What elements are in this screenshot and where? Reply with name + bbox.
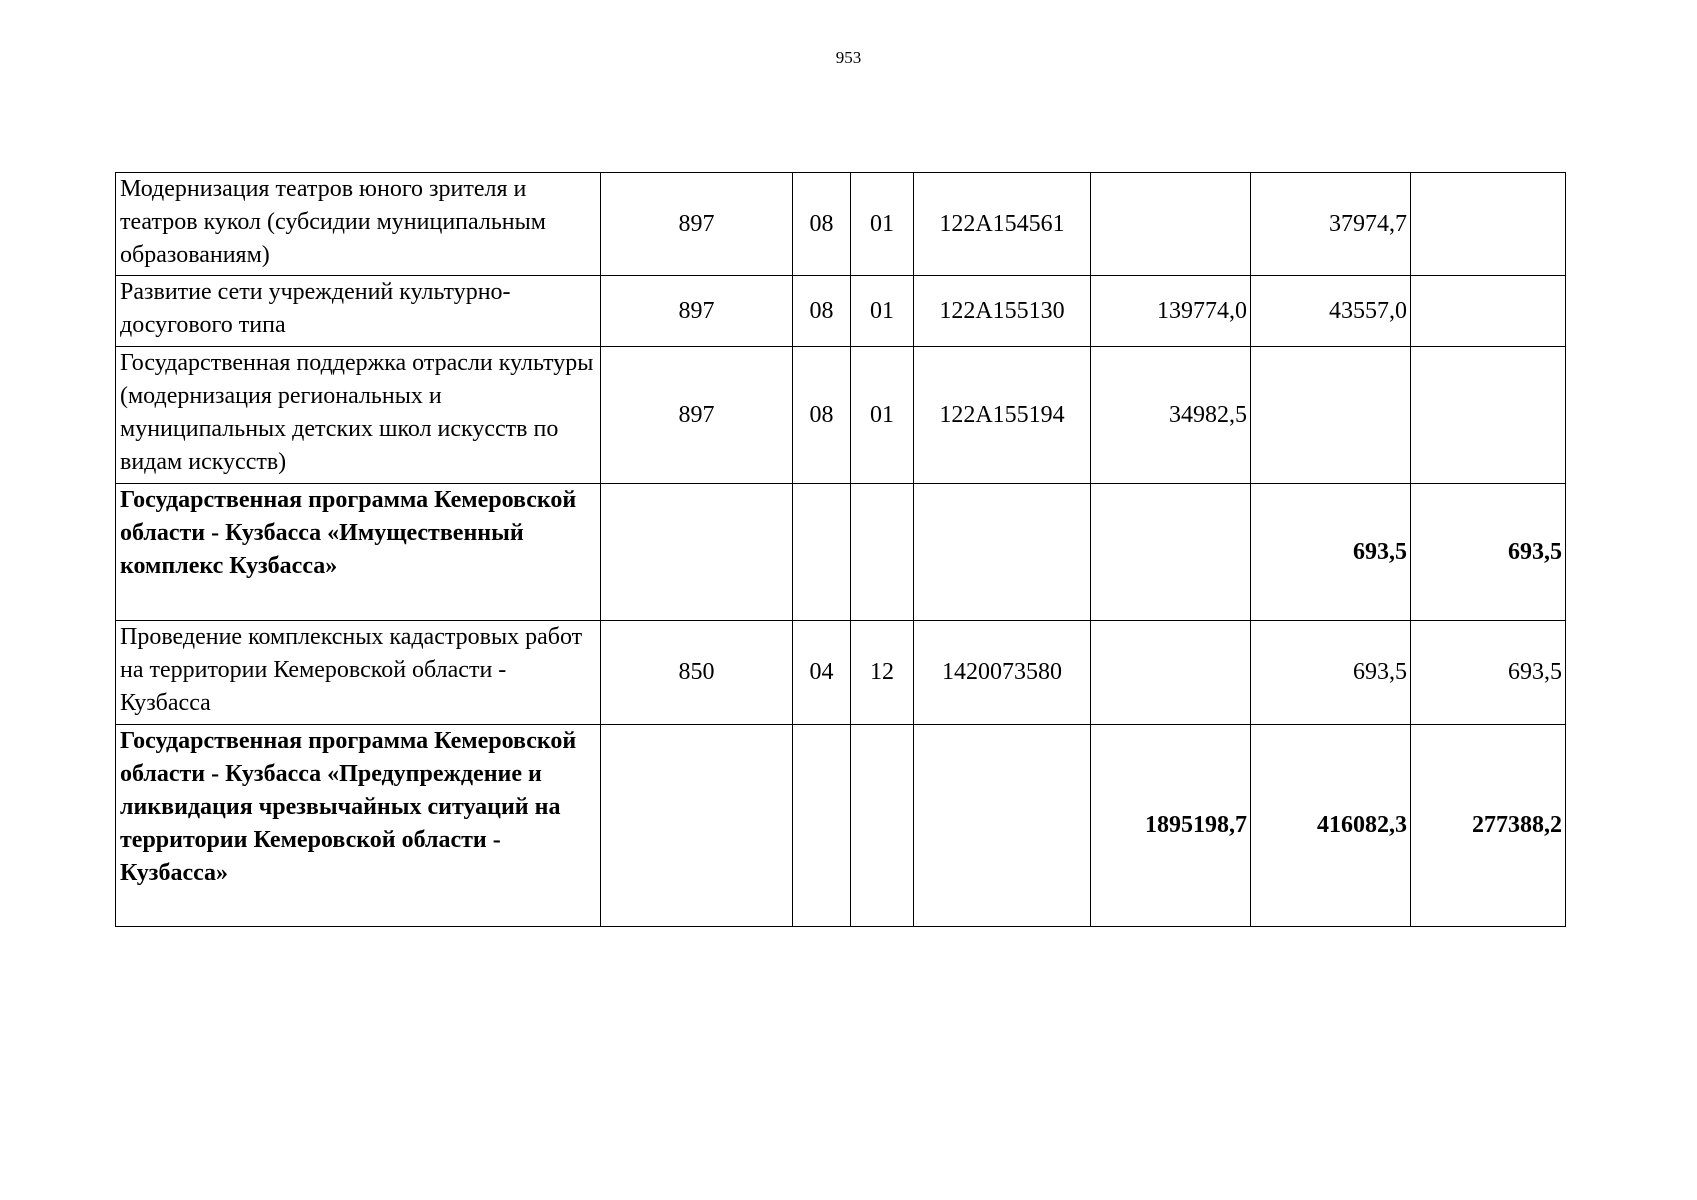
- ministry-code: [601, 725, 793, 927]
- amount-year-2: 693,5: [1251, 484, 1411, 621]
- table-row: [116, 276, 1566, 347]
- subsection-code: [851, 484, 914, 621]
- amount-year-3: 693,5: [1411, 484, 1566, 621]
- target-code: 122А154561: [914, 173, 1091, 276]
- row-name: Государственная программа Кемеровской области - Кузбасса «Имущественный комплекс Кузбасса»: [116, 484, 601, 621]
- row-name: Проведение комплексных кадастровых работ на территории Кемеровской области - Кузбасса: [116, 621, 601, 725]
- amount-year-1: 34982,5: [1091, 347, 1251, 484]
- target-code: 122А155194: [914, 347, 1091, 484]
- table-row: [116, 347, 1566, 484]
- amount-year-3: 693,5: [1411, 621, 1566, 725]
- amount-year-2: [1251, 347, 1411, 484]
- amount-year-1: [1091, 484, 1251, 621]
- amount-year-3: [1411, 173, 1566, 276]
- amount-year-3: [1411, 276, 1566, 347]
- budget-table: [115, 172, 1566, 927]
- subsection-code: 01: [851, 347, 914, 484]
- ministry-code: 897: [601, 347, 793, 484]
- target-code: [914, 484, 1091, 621]
- amount-year-3: 277388,2: [1411, 725, 1566, 927]
- page-number: 953: [835, 48, 862, 67]
- target-code: [914, 725, 1091, 927]
- row-name: Развитие сети учреждений культурно-досугового типа: [116, 276, 601, 347]
- table-row: [116, 621, 1566, 725]
- ministry-code: [601, 484, 793, 621]
- target-code: 122А155130: [914, 276, 1091, 347]
- table-row: [116, 173, 1566, 276]
- amount-year-1: 139774,0: [1091, 276, 1251, 347]
- row-name: Государственная поддержка отрасли культуры (модернизация региональных и муниципальных детских школ искусств по видам искусств): [116, 347, 601, 484]
- section-code: 08: [793, 276, 851, 347]
- table-row: [116, 725, 1566, 927]
- amount-year-2: 416082,3: [1251, 725, 1411, 927]
- amount-year-1: 1895198,7: [1091, 725, 1251, 927]
- ministry-code: 897: [601, 173, 793, 276]
- row-name: Государственная программа Кемеровской области - Кузбасса «Предупреждение и ликвидация чрезвычайных ситуаций на территории Кемеровской области - Кузбасса»: [116, 725, 601, 927]
- table-row: [116, 484, 1566, 621]
- subsection-code: [851, 725, 914, 927]
- amount-year-2: 43557,0: [1251, 276, 1411, 347]
- subsection-code: 01: [851, 276, 914, 347]
- section-code: 08: [793, 173, 851, 276]
- amount-year-2: 693,5: [1251, 621, 1411, 725]
- section-code: 08: [793, 347, 851, 484]
- ministry-code: 850: [601, 621, 793, 725]
- section-code: [793, 484, 851, 621]
- target-code: 1420073580: [914, 621, 1091, 725]
- section-code: 04: [793, 621, 851, 725]
- amount-year-1: [1091, 621, 1251, 725]
- subsection-code: 12: [851, 621, 914, 725]
- subsection-code: 01: [851, 173, 914, 276]
- ministry-code: 897: [601, 276, 793, 347]
- amount-year-2: 37974,7: [1251, 173, 1411, 276]
- amount-year-1: [1091, 173, 1251, 276]
- row-name: Модернизация театров юного зрителя и театров кукол (субсидии муниципальным образованиям): [116, 173, 601, 276]
- section-code: [793, 725, 851, 927]
- amount-year-3: [1411, 347, 1566, 484]
